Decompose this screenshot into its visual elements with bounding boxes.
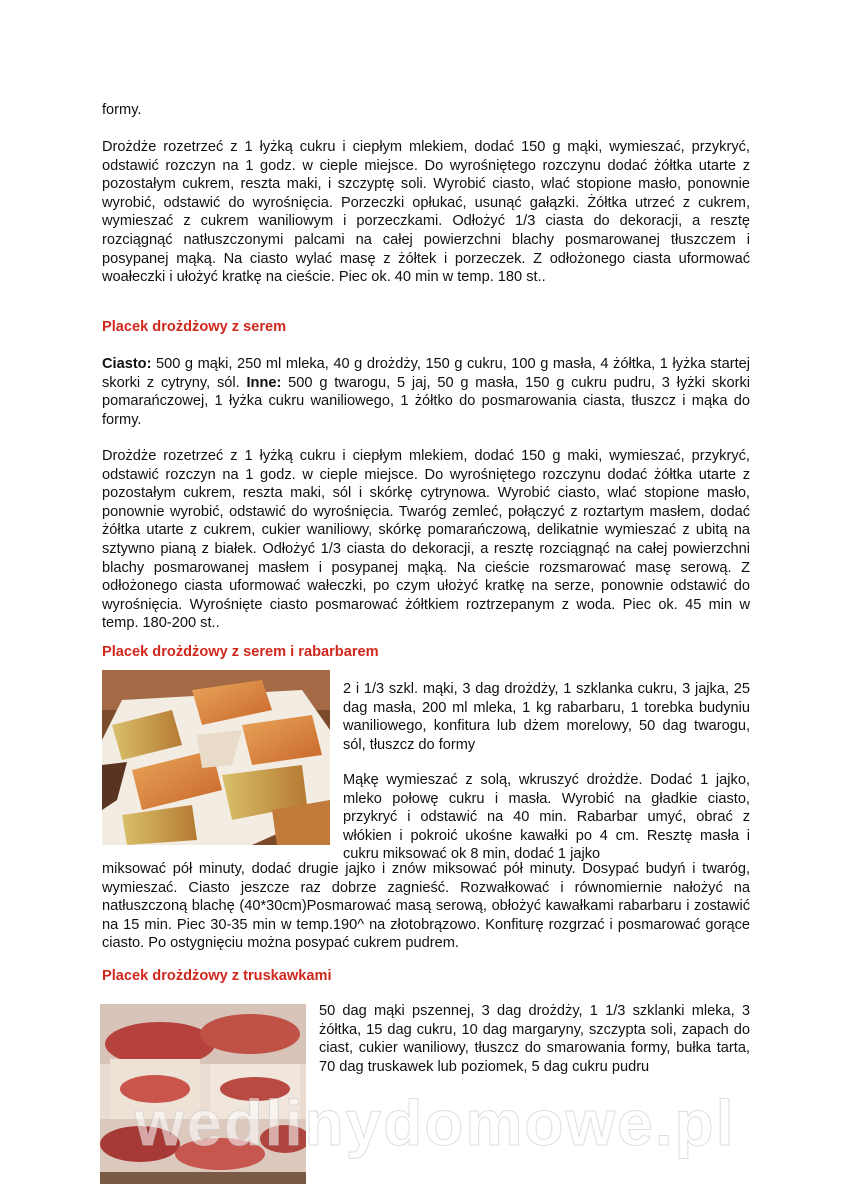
recipe1-dough-label: Ciasto:	[102, 356, 152, 372]
recipe1-method: Drożdże rozetrzeć z 1 łyżką cukru i ciepłym mlekiem, dodać 150 g maki, wymieszać, przykryć, odstawić rozczyn na 1 godz. w cieple miejsce. Do wyrośniętego rozczynu dodać żółtka utarte z pozostałym cukrem, reszta maki, sól i skórkę cytrynowa. Wyrobić ciasto, wlać stopione masło, ponownie wyrobić, odstawić do wyrośnięcia. Twaróg zemleć, połączyć z roztartym masłem, dodać żółtka utarte z cukrem, cukier waniliowy, skórkę pomarańczową, delikatnie wymieszać z ubitą na sztywno pianą z białek. Odłożyć 1/3 ciasta do dekoracji, a resztę rozciągnąć na całej powierzchni blachy posmarowanej masłem i posypanej mąką. Na cieście rozsmarować masę serową. Z odłożonego ciasta uformować wałeczki, po czym ułożyć kratkę na serze, ponownie odstawić do wyrośnięcia. Wyrośnięte ciasto posmarować żółtkiem roztrzepanym z woda. Piec ok. 45 min w temp. 180-200 st..	[102, 448, 750, 632]
recipe3-ingredients: 50 dag mąki pszennej, 3 dag drożdży, 1 1/3 szklanki mleka, 3 żółtka, 15 dag cukru, 10 dag margaryny, szczypta soli, zapach do ciast, cukier waniliowy, tłuszcz do smarowania formy, bułka tarta, 70 dag truskawek lub poziomek, 5 dag cukru pudru	[319, 1003, 750, 1075]
recipe1-ingredients	[102, 355, 750, 429]
strawberry-cake-photo	[100, 1004, 306, 1184]
recipe2-method-side: Mąkę wymieszać z solą, wkruszyć drożdże. Dodać 1 jajko, mleko połowę cukru i masła. Wyrobić na gładkie ciasto, przykryć i odstawić na 40 min. Rabarbar umyć, obrać z włókien i pokroić ukośne kawałki po 4 cm. Resztę masła i cukru miksować ok 8 min, dodać 1 jajko	[343, 772, 750, 863]
recipe1-dough-text: 500 g mąki, 250 ml mleka, 40 g drożdży, 150 g cukru, 100 g masła, 4 żółtka, 1 łyżka startej skorki z cytryny, sól.	[102, 356, 750, 391]
recipe1-other-text: 500 g twarogu, 5 jaj, 50 g masła, 150 g cukru pudru, 3 łyżki skorki pomarańczowej, 1 łyżka cukru waniliowego, 1 żółtko do posmarowania ciasta, tłuszcz i mąka do formy.	[102, 374, 750, 428]
recipe1-other-label: Inne:	[246, 374, 282, 391]
rhubarb-cake-photo	[102, 670, 330, 845]
recipe2-title: Placek drożdżowy z serem i rabarbarem	[102, 644, 379, 660]
site-watermark: wedlinydomowe.pl	[134, 1087, 736, 1159]
recipe1-title: Placek drożdżowy z serem	[102, 319, 287, 335]
recipe2-ingredients: 2 i 1/3 szkl. mąki, 3 dag drożdży, 1 szklanka cukru, 3 jajka, 25 dag masła, 200 ml mleka, 1 kg rabarbaru, 1 torebka budyniu waniliowego, konfitura lub dżem morelowy, 50 dag twarogu, sól, tłuszcz do formy	[343, 681, 750, 753]
intro-forms-line: formy.	[102, 102, 142, 118]
intro-method-paragraph: Drożdże rozetrzeć z 1 łyżką cukru i ciepłym mlekiem, dodać 150 g mąki, wymieszać, przykryć, odstawić rozczyn na 1 godz. w cieple miejsce. Do wyrośniętego rozczynu dodać żółtka utarte z pozostałym cukrem, reszta maki, i szczyptę soli. Wyrobić ciasto, wlać stopione masło, ponownie wyrobić, odstawić do wyrośnięcia. Porzeczki opłukać, usunąć gałązki. Żółtka utrzeć z cukrem, wymieszać z cukrem waniliowym i porzeczkami. Odłożyć 1/3 ciasta do dekoracji, a resztę rozciągnąć natłuszczonymi palcami na całej powierzchni blachy posmarowanej tłuszczem i posypanej mąką. Na ciasto wylać masę z żółtek i porzeczek. Z odłożonego ciasta uformować woałeczki i ułożyć kratkę na cieście. Piec ok. 40 min w temp. 180 st..	[102, 139, 750, 286]
recipe3-title: Placek drożdżowy z truskawkami	[102, 968, 332, 984]
recipe2-method-full: miksować pół minuty, dodać drugie jajko i znów miksować pół minuty. Dosypać budyń i twaróg, wymieszać. Ciasto jeszcze raz dobrze zagnieść. Rozwałkować i równomiernie nałożyć na natłuszczoną blachę (40*30cm)Posmarować masą serową, obłożyć kawałkami rabarbaru i zostawić na 15 min. Piec 30-35 min w temp.190^ na złotobrązowo. Konfiturę rozgrzać i posmarować gorące ciasto. Po ostygnięciu można posypać cukrem pudrem.	[102, 861, 750, 952]
